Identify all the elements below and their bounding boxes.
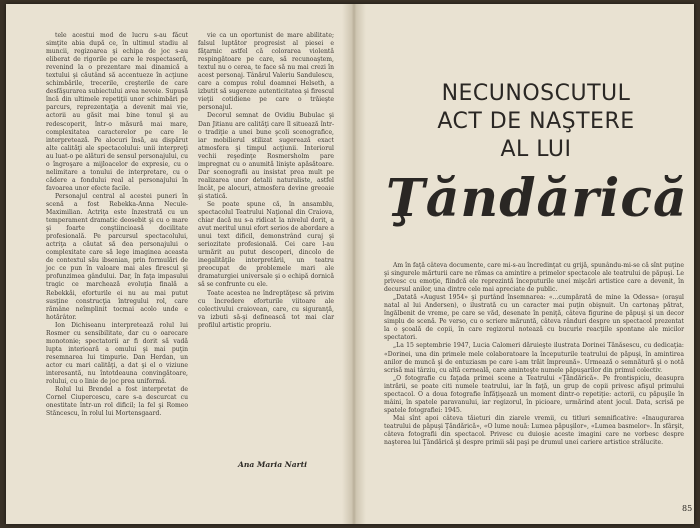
paragraph: Toate acestea ne îndreptăţesc să privim cu încredere eforturile viitoare ale colectivului craiovean, care, cu siguranţă, va izbuti să-şi definească tot mai clar profilul artistic propriu. xyxy=(198,289,334,329)
paragraph: „Datată «August 1954» şi purtând însemnarea: «...cumpărată de mine la Odessa» (oraşul natal al lui Andersen), o ilustrată cu un caracter mai puţin obişnuit. Un cartonaş pătrat, îngălbenit de vreme, pe care se văd, desenate în peniţă, câteva figurine de păpuşi şi un decor simplu de scenă. Pe verso, cu o scriere măruntă, câteva rânduri despre un spectacol prezentat la o şcoală de copii, în care regizorul notează cu bucurie reacţiile spontane ale micilor spectatori. xyxy=(384,294,684,342)
article-title xyxy=(386,80,686,228)
paragraph: Ion Dichiseanu interpretează rolul lui Rosmer cu sensibilitate, dar cu o oarecare monotonie; spectatorii ar fi dorit să vadă lupta interioară a omului şi mai puţin resemnarea lui timpurie. Dan Herdan, un actor cu mari calităţi, a dat şi el o viziune interesantă, nu întotdeauna convingătoare, rolului, cu o linie de joc prea uniformă. xyxy=(46,321,188,386)
paragraph: Se poate spune că, în ansamblu, spectacolul Teatrului Naţional din Craiova, chiar dacă nu s-a ridicat la nivelul dorit, a avut meritul unui efort serios de abordare a unui text dificil, demonstrând curaj şi seriozitate profesională. Cei care l-au urmărit au putut descoperi, dincolo de inegalităţile interpretării, un teatru preocupat de problemele mari ale dramaturgiei universale şi o echipă dornică să se confrunte cu ele. xyxy=(198,200,334,289)
paragraph: „La 15 septembrie 1947, Lucia Calomeri dăruieşte ilustrata Dorinei Tănăsescu, cu dedicaţia: «Dorinei, una din primele mele colaboratoare la începuturile teatrului de păpuşi, în amintirea anilor de muncă şi de entuziasm pe care i-am trăit împreună». Urmează o semnătură şi o notă scrisă mai târziu, cu altă cerneală, care aminteşte numele păpuşarilor din primul colectiv. xyxy=(384,342,684,374)
paragraph: „O fotografie cu faţada primei scene a Teatrului «Ţăndărică». Pe frontispiciu, deasupra intrării, se poate citi numele teatrului, iar în faţă, un grup de copii privesc afişul primului spectacol. O a doua fotografie înfăţişează un moment dintr-o repetiţie: actorii, cu păpuşile în mâini, în spatele paravanului, iar regizorul, în picioare, urmărind atent jocul. Data, scrisă pe spatele fotografiei: 1945. xyxy=(384,374,684,414)
paragraph: Personajul central al acestei puneri în scenă a fost Rebekka-Anna Necule-Maximilian. Actriţa este înzestrată cu un temperament dramatic deosebit şi cu o mare şi foarte conştiincioasă docilitate profesională. Pe parcursul spectacolului, actriţa a căutat să dea personajului o complexitate care să lege imaginea aceasta de contextul său ibsenian, prin formulări de joc ce pun în valoare mai ales firescul şi profunzimea gândului. Dar, în faţa impasului tragic ce marchează evoluţia finală a Rebekkăi, eforturile ei nu au mai putut susţine construcţia întregului rol, care rămâne neîmplinit tocmai acolo unde e hotărâtor. xyxy=(46,192,188,321)
page-number: 85 xyxy=(682,504,693,513)
article-body xyxy=(384,262,684,447)
right-page xyxy=(366,4,694,524)
title-line-3: AL LUI xyxy=(500,137,572,162)
left-column-1 xyxy=(46,32,188,418)
left-page xyxy=(6,4,342,524)
title-name: Ţăndărică xyxy=(386,168,688,229)
paragraph: Rolul lui Brendel a fost interpretat de Cornel Ciupercescu, care s-a descurcat cu onestitate într-un rol dificil; la fel şi Romeo Stăncescu, în rolul lui Mortensgaard. xyxy=(46,386,188,418)
title-line-1: NECUNOSCUTUL xyxy=(441,81,631,106)
paragraph: vie ca un oportunist de mare abilitate; falsul luptător progresist al piesei e făţarnic astfel că colorarea violentă respingătoare pe care, să recunoaştem, textul nu o cerea, te face să nu mai crezi în acest personaj. Tânărul Valeriu Sandulescu, care a compus rolul doamnei Helseth, a izbutit să sugereze autenticitatea şi firescul vieţii cotidiene pe care o trăieşte personajul. xyxy=(198,32,334,112)
book-gutter xyxy=(342,4,366,524)
magazine-spread xyxy=(6,4,694,524)
author-signature: Ana Maria Narti xyxy=(238,460,308,469)
title-line-2: ACT DE NAŞTERE xyxy=(437,109,635,134)
paragraph: Decorul semnat de Ovidiu Bubulac şi Dan Jitianu are calităţi care îl situează într-o tradiţie a unei bune şcoli scenografice, iar mobilierul stilizat sugerează exact atmosfera şi timpul acţiunii. Interiorul vechii reşedinţe Rosmersholm pare impregnat cu o anumită linişte apăsătoare. Dar scenografii au insistat prea mult pe realizarea unor detalii naturaliste, astfel încât, pe alocuri, atmosfera devine greoaie şi statică. xyxy=(198,112,334,200)
left-column-2 xyxy=(198,32,334,330)
paragraph: tele acestui mod de lucru s-au făcut simţite abia după ce, în ultimul stadiu al muncii, regizoarea şi echipa de joc s-au eliberat de rigorile pe care le respectaseră, revenind la o prezentare mai dinamică a textului şi căutând să accentueze în acţiune schimbările, trecerile, creşterile de care desfăşurarea subiectului avea nevoie. Supusă încă din ultimele repetiţii unor schimbări pe parcurs, reprezentaţia a devenit mai vie, actorii au găsit mai bine tonul şi au redescoperit, într-o măsură mai mare, complexitatea caracterelor pe care le interpretează. Pe alocuri însă, au dispărut alte calităţi ale spectacolului: unii interpreţi au luat-o pe alături de sensul personajului, cu o îngroşare a mijloacelor de expresie, cu o nelimitare a tonului de interpretare, cu o cădere a fondului real al personajului în favoarea unor efecte facile. xyxy=(46,32,188,192)
paragraph: Am în faţă câteva documente, care mi-s-au încredinţat cu grijă, spunându-mi-se că sînt puţine şi singurele mărturii care ne rămas ca amintire a primelor spectacole ale teatrului de păpuşi. Le privesc cu emoţie, fiindcă ele reprezintă începuturile unei mişcări artistice care a devenit, în decursul anilor, una dintre cele mai apreciate de public. xyxy=(384,262,684,294)
paragraph: Mai sînt apoi câteva tăieturi din ziarele vremii, cu titluri semnificative: «Inaugurarea teatrului de păpuşi Ţăndărică», «O lume nouă: Lumea păpuşilor», «Lumea basmelor». În sfârşit, câteva fotografii din spectacol. Privesc cu duioşie aceste imagini care ne vorbesc despre naşterea lui Ţăndărică şi despre primii săi paşi pe drumul unei cariere artistice strălucite. xyxy=(384,414,684,447)
